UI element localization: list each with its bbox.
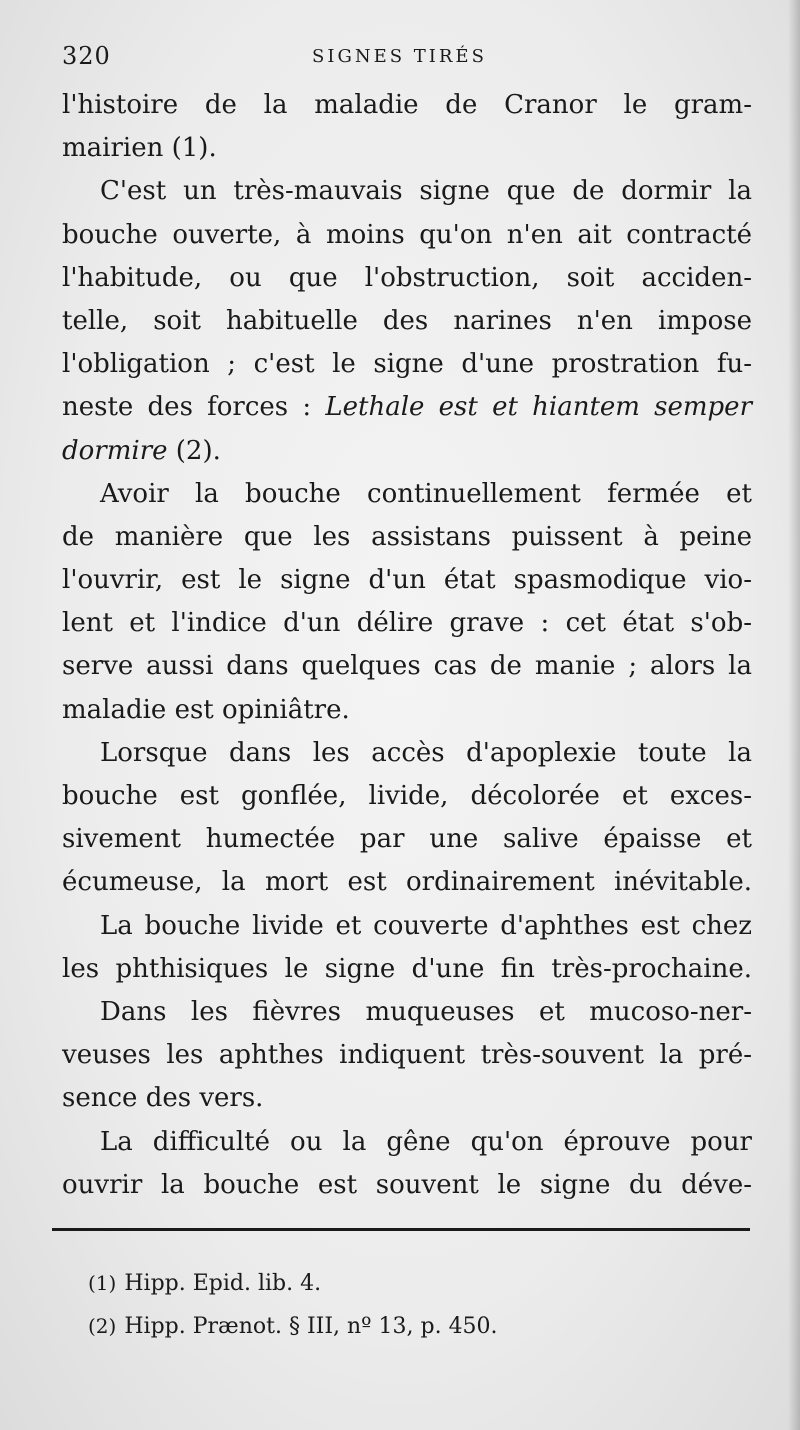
text-line: les phthisiques le signe d'une fin très-prochaine. [62,953,752,984]
text-line: Lorsque dans les accès d'apoplexie toute la [100,737,752,768]
text-line: l'ouvrir, est le signe d'un état spasmodique vio- [62,565,752,596]
text-fragment: neste des forces : [62,392,312,423]
footnote [88,1305,728,1348]
footnote-ref: (2). [175,435,221,466]
footnotes [88,1262,728,1348]
running-head: SIGNES TIRÉS [312,46,487,67]
text-line: bouche est gonflée, livide, décolorée et exces- [62,781,752,811]
text-line: mairien (1). [62,133,217,164]
text-line: C'est un très-mauvais signe que de dormir la [100,176,752,207]
text-line: l'habitude, ou que l'obstruction, soit acciden- [62,262,752,293]
text-line: Dans les fièvres muqueuses et mucoso-ner- [100,996,752,1027]
latin-quote: Lethale est et hiantem semper [325,392,753,423]
text-line: de manière que les assistans puissent à peine [62,521,752,552]
text-line: serve aussi dans quelques cas de manie ; alors la [62,651,752,682]
footnote-mark: (2) [88,1314,117,1338]
text-line: La difficulté ou la gêne qu'on éprouve pour [100,1126,752,1157]
text-line: l'obligation ; c'est le signe d'une prostration fu- [62,349,752,380]
page-edge-shadow [788,0,800,1430]
footnote-text: Hipp. Prænot. § III, nº 13, p. 450. [124,1314,498,1339]
text-line [62,430,752,473]
text-line: sivement humectée par une salive épaisse et [62,824,752,855]
footnote-text: Hipp. Epid. lib. 4. [124,1271,322,1296]
body-text [62,84,752,1207]
text-line [62,386,752,429]
text-line: telle, soit habituelle des narines n'en impose [62,305,752,336]
footnote [88,1262,728,1305]
text-line: écumeuse, la mort est ordinairement inévitable. [62,867,752,898]
text-line: La bouche livide et couverte d'aphthes est chez [100,910,752,941]
text-line: bouche ouverte, à moins qu'on n'en ait contracté [62,219,752,250]
footnote-rule [52,1228,750,1231]
text-line: lent et l'indice d'un délire grave : cet état s'ob- [62,608,752,639]
text-line: l'histoire de la maladie de Cranor le gram- [62,90,752,120]
text-line: maladie est opiniâtre. [62,694,350,725]
text-line: veuses les aphthes indiquent très-souvent la pré- [62,1040,752,1071]
page-header [62,42,752,82]
page-number: 320 [62,42,111,70]
latin-quote-end: dormire [62,435,168,466]
text-line: Avoir la bouche continuellement fermée et [100,478,752,509]
footnote-mark: (1) [88,1271,117,1295]
text-line: ouvrir la bouche est souvent le signe du déve- [62,1169,752,1200]
text-line: sence des vers. [62,1083,264,1114]
